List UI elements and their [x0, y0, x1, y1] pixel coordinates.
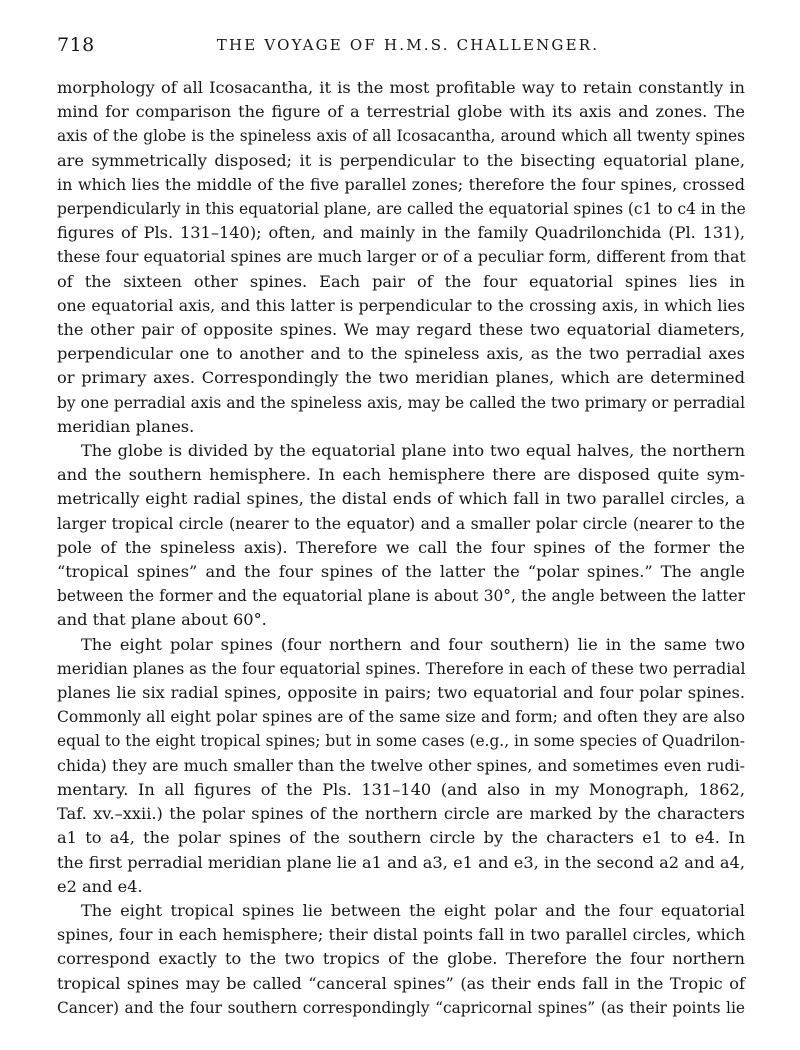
body-text [57, 76, 745, 1020]
text-line: are symmetrically disposed; it is perpendicular to the bisecting equatorial plane, [57, 150, 745, 170]
text-line: by one perradial axis and the spineless axis, may be called the two primary or perradial [57, 393, 745, 412]
text-line: The globe is divided by the equatorial plane into two equal halves, the northern [81, 441, 745, 461]
text-line: meridian planes. [57, 416, 195, 436]
text-line: planes lie six radial spines, opposite in pairs; two equatorial and four polar spines. [57, 683, 745, 703]
text-line: the first perradial meridian plane lie a1 and a3, e1 and e3, in the second a2 and a4, [57, 852, 745, 872]
text-line: in which lies the middle of the five parallel zones; therefore the four spines, crossed [57, 174, 745, 194]
text-line: Taf. xv.–xxii.) the polar spines of the northern circle are marked by the characters [57, 804, 745, 824]
text-line: equal to the eight tropical spines; but in some cases (e.g., in some species of Quadrilon- [57, 732, 745, 751]
paragraph [57, 899, 745, 1020]
text-line: one equatorial axis, and this latter is perpendicular to the crossing axis, in which lies [57, 295, 745, 315]
text-line: perpendicularly in this equatorial plane, are called the equatorial spines (c1 to c4 in the [57, 200, 746, 219]
text-line: axis of the globe is the spineless axis of all Icosacantha, around which all twenty spines [57, 127, 745, 146]
text-line: The eight tropical spines lie between the eight polar and the four equatorial [81, 900, 745, 920]
text-line: pole of the spineless axis). Therefore we call the four spines of the former the [57, 537, 745, 557]
text-line: between the former and the equatorial plane is about 30°, the angle between the latter [57, 587, 745, 606]
text-line: morphology of all Icosacantha, it is the most profitable way to retain constantly in [57, 78, 745, 97]
text-line: Commonly all eight polar spines are of the same size and form; and often they are also [57, 708, 745, 727]
text-line: spines, four in each hemisphere; their distal points fall in two parallel circles, which [57, 925, 745, 945]
text-line: The eight polar spines (four northern and four southern) lie in the same two [81, 634, 745, 654]
text-line: figures of Pls. 131–140); often, and mainly in the family Quadrilonchida (Pl. 131), [57, 223, 745, 243]
text-line: meridian planes as the four equatorial spines. Therefore in each of these two perradial [57, 659, 746, 678]
text-line: e2 and e4. [57, 876, 143, 896]
text-line: these four equatorial spines are much larger or of a peculiar form, different from that [57, 247, 746, 267]
text-line: perpendicular one to another and to the spineless axis, as the two perradial axes [57, 344, 745, 364]
text-line: or primary axes. Correspondingly the two meridian planes, which are determined [57, 368, 745, 388]
paragraph [57, 633, 745, 899]
text-line: chida) they are much smaller than the twelve other spines, and sometimes even rudi- [57, 755, 745, 775]
page-header [57, 34, 745, 60]
page-number: 718 [57, 34, 95, 56]
text-line: tropical spines may be called “canceral spines” (as their ends fall in the Tropic of [57, 973, 745, 993]
text-line: mentary. In all figures of the Pls. 131–140 (and also in my Monograph, 1862, [57, 779, 745, 799]
running-title: THE VOYAGE OF H.M.S. CHALLENGER. [216, 36, 600, 54]
text-line: Cancer) and the four southern correspondingly “capricornal spines” (as their points lie [57, 998, 745, 1017]
text-line: a1 to a4, the polar spines of the southern circle by the characters e1 to e4. In [57, 828, 745, 848]
text-line: the other pair of opposite spines. We may regard these two equatorial diameters, [57, 320, 745, 340]
text-line: metrically eight radial spines, the distal ends of which fall in two parallel circles, a [57, 489, 745, 509]
text-line: of the sixteen other spines. Each pair of the four equatorial spines lies in [57, 271, 745, 291]
paragraph [57, 76, 745, 439]
text-line: and that plane about 60°. [57, 610, 267, 630]
text-line: larger tropical circle (nearer to the equator) and a smaller polar circle (nearer to the [57, 513, 745, 533]
text-line: correspond exactly to the two tropics of the globe. Therefore the four northern [57, 949, 745, 969]
text-line: mind for comparison the figure of a terrestrial globe with its axis and zones. The [57, 102, 745, 122]
text-line: “tropical spines” and the four spines of the latter the “polar spines.” The angle [57, 562, 745, 582]
paragraph [57, 439, 745, 633]
text-line: and the southern hemisphere. In each hemisphere there are disposed quite sym- [57, 465, 745, 485]
